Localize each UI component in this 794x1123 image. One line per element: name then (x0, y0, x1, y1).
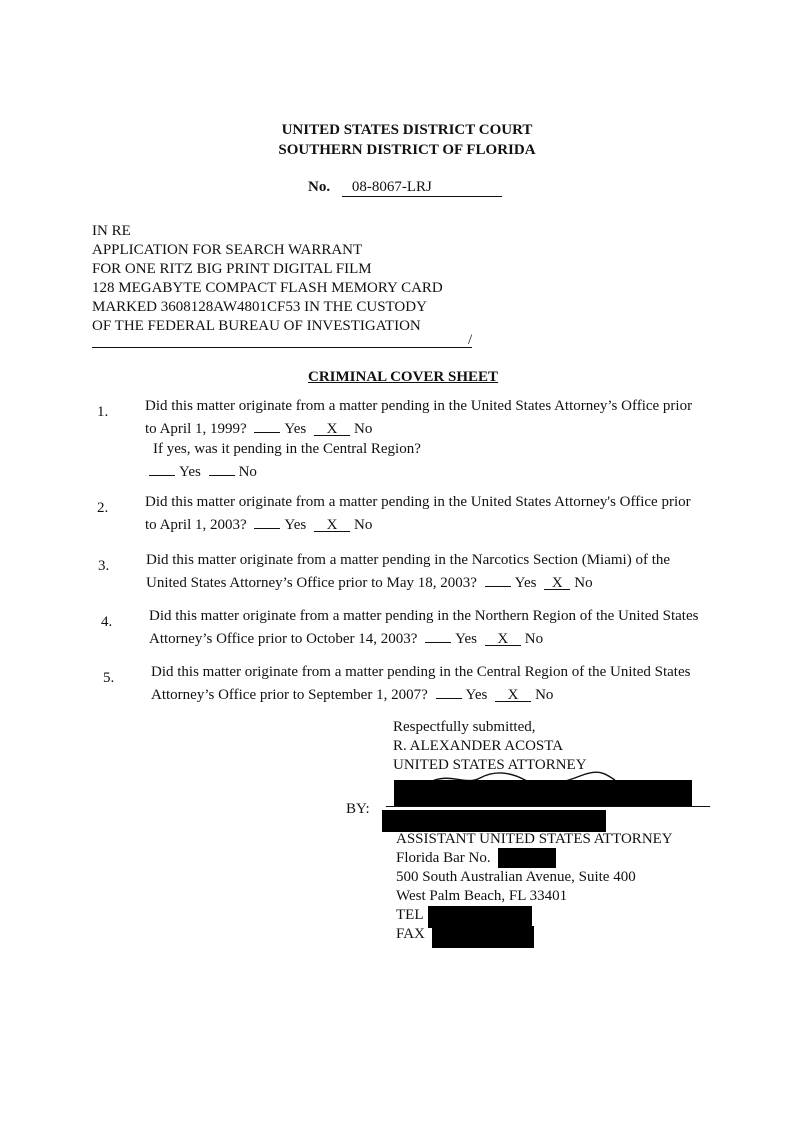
address-line: 500 South Australian Avenue, Suite 400 (396, 869, 636, 885)
court-header (262, 120, 552, 160)
signature-line (386, 806, 710, 807)
yes-label: Yes (455, 631, 477, 647)
bar-number-label: Florida Bar No. (396, 850, 491, 866)
question-text: Did this matter originate from a matter pending in the Central Region of the United States (151, 664, 691, 680)
in-re-line: 128 MEGABYTE COMPACT FLASH MEMORY CARD (92, 280, 443, 296)
attorney-name: R. ALEXANDER ACOSTA (393, 738, 564, 754)
address-line: West Palm Beach, FL 33401 (396, 888, 568, 904)
in-re-line: MARKED 3608128AW4801CF53 IN THE CUSTODY (92, 299, 427, 315)
no-blank[interactable]: X (485, 629, 521, 646)
yes-blank[interactable] (485, 570, 511, 587)
no-blank[interactable]: X (314, 419, 350, 436)
question-text: Did this matter originate from a matter pending in the Narcotics Section (Miami) of the (146, 552, 671, 568)
no-label: No (354, 421, 373, 437)
question-text: Did this matter originate from a matter pending in the United States Attorney’s Office prior (145, 398, 693, 414)
sub-question-text: If yes, was it pending in the Central Region? (153, 441, 421, 457)
yes-blank[interactable] (425, 626, 451, 643)
redaction-bar (498, 848, 556, 868)
yes-label: Yes (284, 421, 307, 437)
attorney-role: ASSISTANT UNITED STATES ATTORNEY (396, 831, 673, 847)
question-number: 4. (101, 614, 113, 630)
sub-no-blank[interactable] (209, 459, 235, 476)
no-blank[interactable]: X (544, 573, 570, 590)
sub-no-label: No (238, 464, 257, 480)
yes-label: Yes (465, 687, 488, 703)
attorney-office: UNITED STATES ATTORNEY (393, 757, 587, 773)
question-text: to April 1, 1999? (145, 421, 247, 437)
sub-yes-label: Yes (179, 464, 201, 480)
redaction-bar (432, 926, 534, 948)
no-label: No (535, 687, 554, 703)
redaction-bar (382, 810, 606, 832)
in-re-line: APPLICATION FOR SEARCH WARRANT (92, 242, 363, 258)
document-title: CRIMINAL COVER SHEET (308, 369, 499, 385)
yes-label: Yes (514, 575, 537, 591)
yes-blank[interactable] (254, 512, 280, 529)
yes-blank[interactable] (436, 682, 462, 699)
question-number: 3. (98, 558, 110, 574)
no-blank[interactable]: X (314, 515, 350, 532)
question-number: 5. (103, 670, 115, 686)
case-number-value: 08-8067-LRJ (342, 178, 502, 197)
no-blank[interactable]: X (495, 685, 531, 702)
redaction-bar (428, 906, 532, 928)
in-re-line: IN RE (92, 223, 131, 239)
question-number: 2. (97, 500, 109, 516)
no-label: No (524, 631, 544, 647)
court-name: UNITED STATES DISTRICT COURT (281, 122, 533, 138)
signature-block (393, 718, 587, 775)
question-number: 1. (97, 404, 109, 420)
fax-label: FAX (396, 926, 425, 942)
court-district: SOUTHERN DISTRICT OF FLORIDA (278, 142, 536, 158)
no-label: No (354, 517, 373, 533)
tel-label: TEL (396, 907, 424, 923)
yes-blank[interactable] (254, 416, 280, 433)
question-text: Attorney’s Office prior to October 14, 2003? (149, 631, 418, 647)
sub-yes-blank[interactable] (149, 459, 175, 476)
by-label: BY: (346, 801, 370, 817)
caption-slash: / (468, 332, 473, 348)
redaction-bar (394, 780, 692, 806)
question-text: Did this matter originate from a matter pending in the United States Attorney's Office prior (145, 494, 691, 510)
in-re-caption (92, 222, 443, 336)
case-number-label: No. (308, 179, 331, 195)
question-text: Attorney’s Office prior to September 1, 2007? (151, 687, 428, 703)
question-text: Did this matter originate from a matter pending in the Northern Region of the United States (149, 608, 699, 624)
in-re-line: FOR ONE RITZ BIG PRINT DIGITAL FILM (92, 261, 372, 277)
in-re-line: OF THE FEDERAL BUREAU OF INVESTIGATION (92, 318, 421, 334)
case-number (308, 178, 502, 197)
closing-text: Respectfully submitted, (393, 719, 536, 735)
yes-label: Yes (284, 517, 307, 533)
caption-rule (92, 347, 472, 348)
no-label: No (574, 575, 593, 591)
question-text: to April 1, 2003? (145, 517, 247, 533)
question-text: United States Attorney’s Office prior to May 18, 2003? (146, 575, 477, 591)
